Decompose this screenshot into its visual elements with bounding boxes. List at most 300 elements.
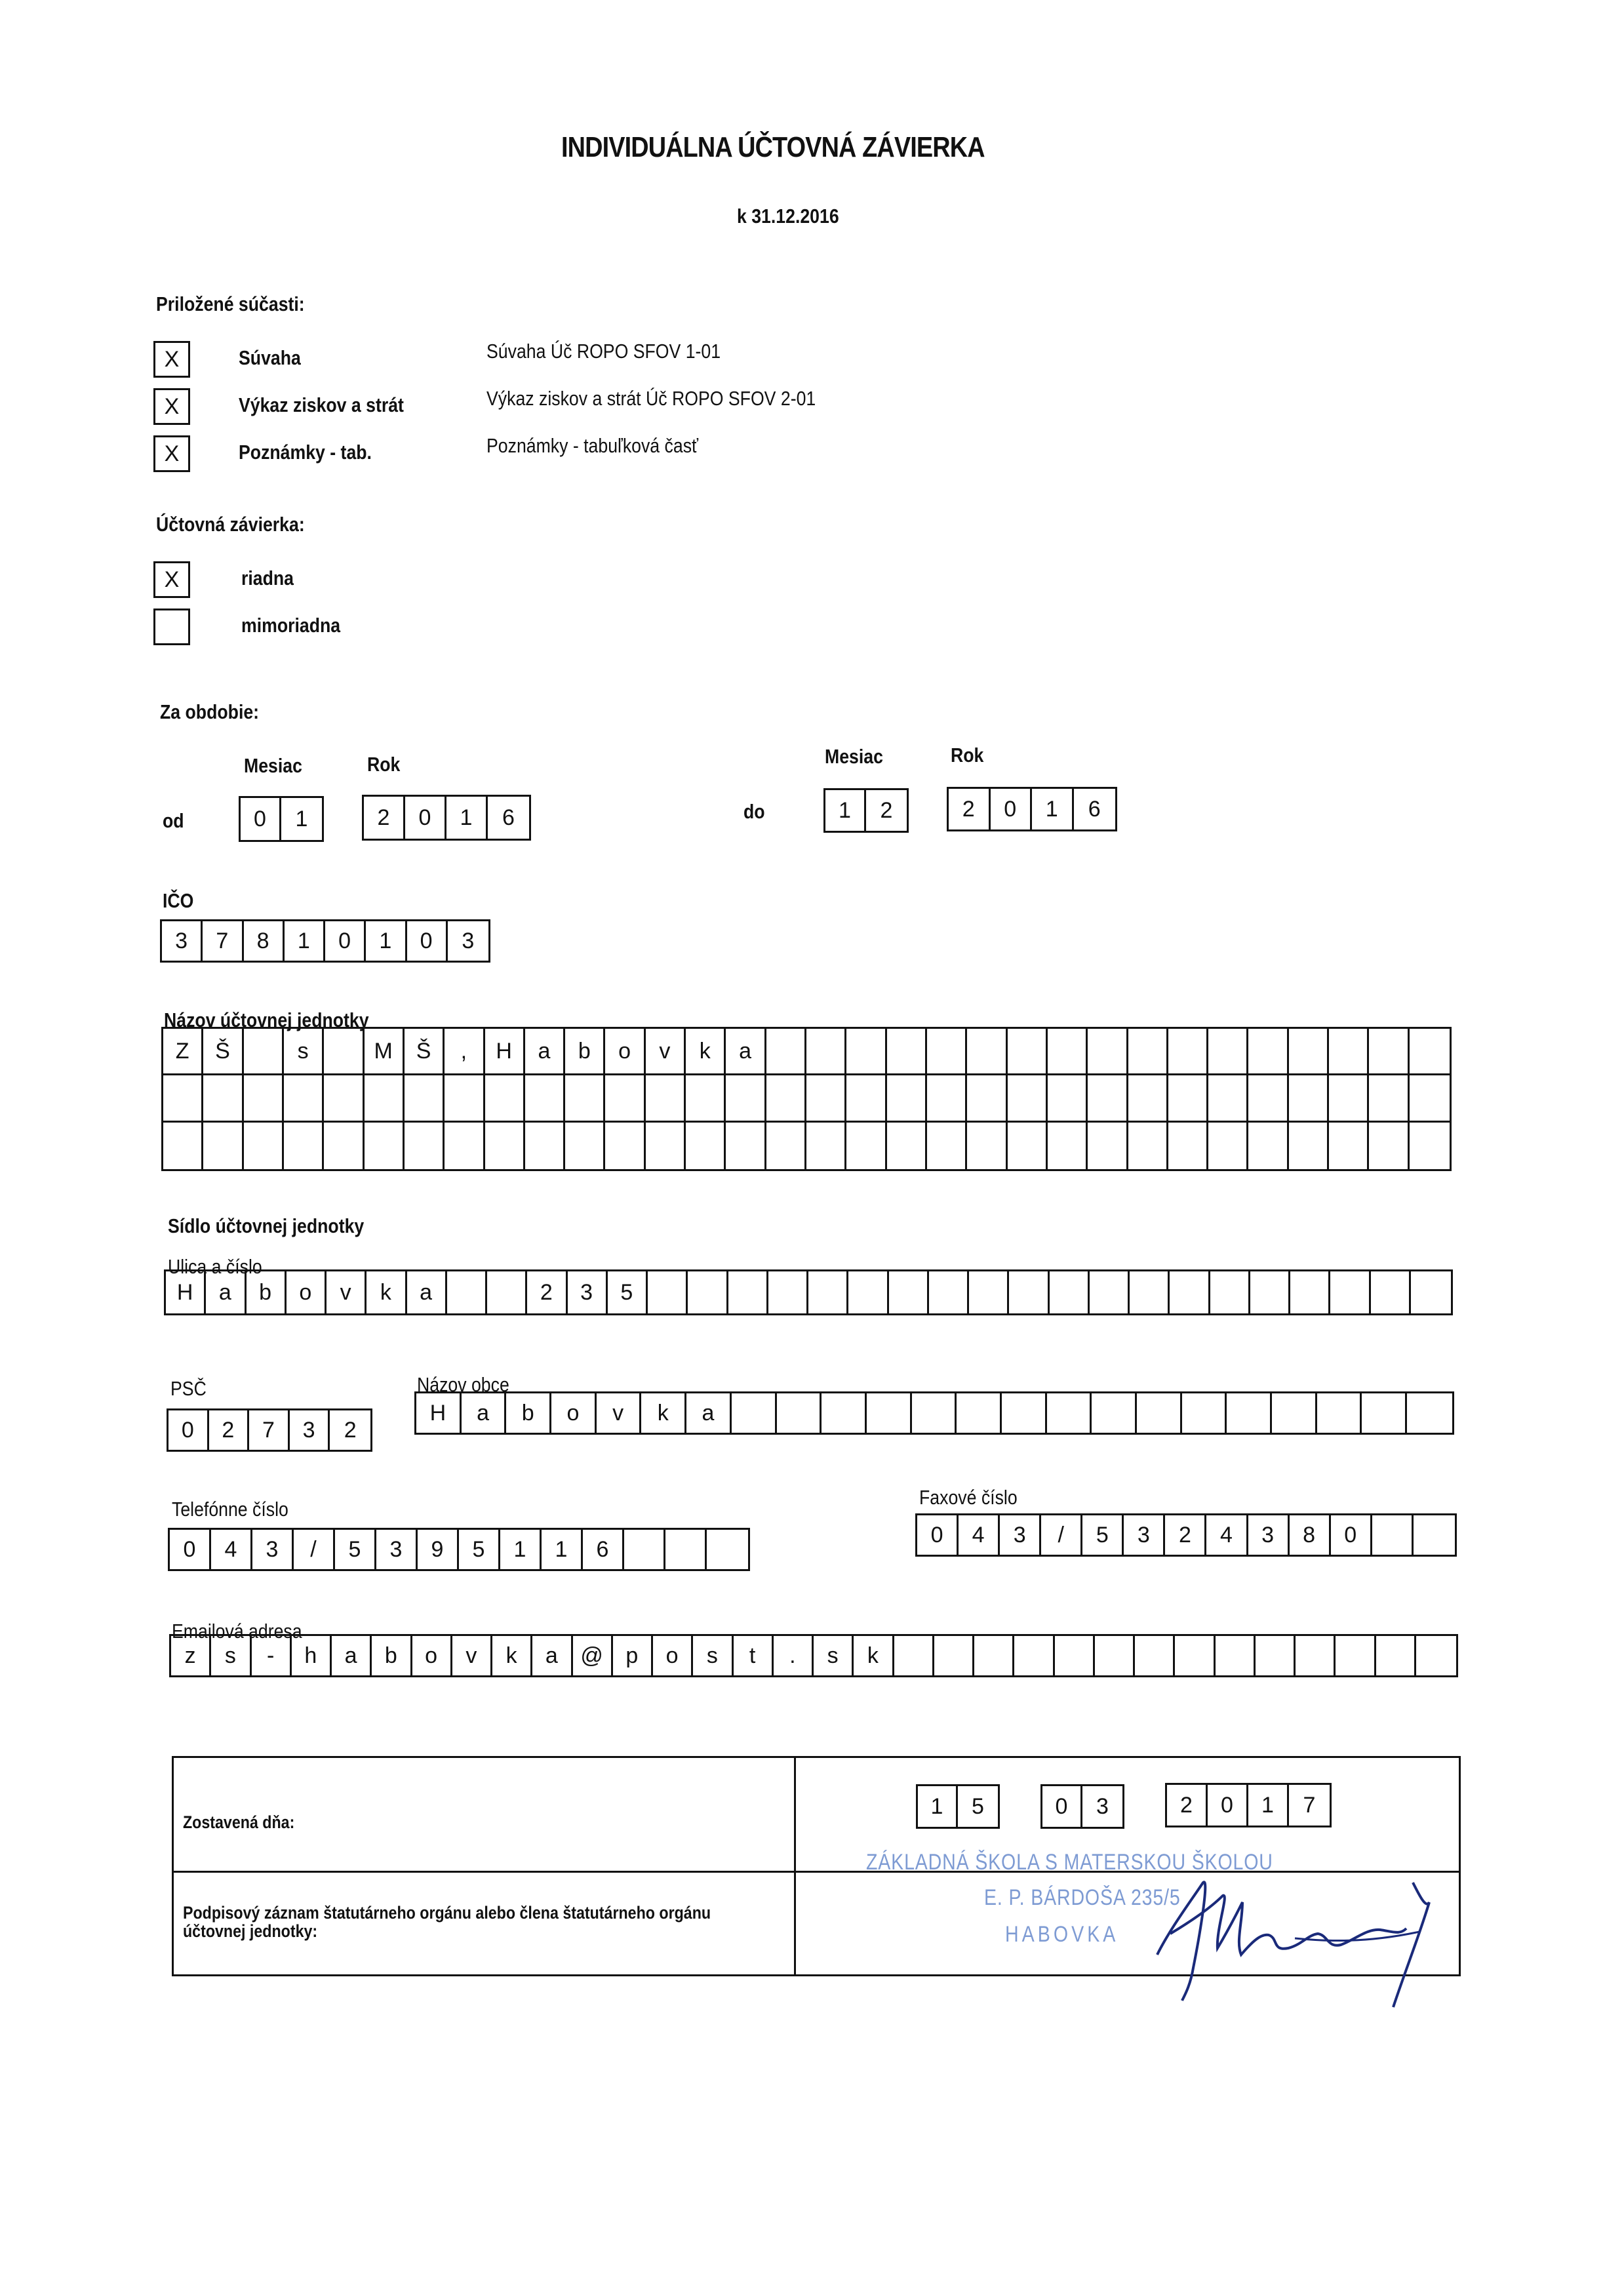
char-box[interactable]: 5 xyxy=(459,1530,500,1569)
digit-box[interactable]: 3 xyxy=(462,928,475,953)
char-box[interactable]: 3 xyxy=(568,1271,608,1313)
char-box[interactable] xyxy=(445,1123,485,1169)
char-box[interactable] xyxy=(1290,1271,1330,1313)
char-box[interactable] xyxy=(887,1075,927,1120)
entity-name-row xyxy=(163,1075,1450,1122)
char-box[interactable]: a xyxy=(407,1271,447,1313)
char-box[interactable] xyxy=(806,1075,846,1120)
component-description: Výkaz ziskov a strát Úč ROPO SFOV 2-01 xyxy=(486,387,816,410)
char-box[interactable] xyxy=(1272,1393,1317,1433)
stamp-line: ZÁKLADNÁ ŠKOLA S MATERSKOU ŠKOLOU xyxy=(866,1850,1273,1875)
char-box[interactable]: 2 xyxy=(527,1271,567,1313)
char-box[interactable]: 0 xyxy=(917,1515,959,1555)
char-box[interactable]: a xyxy=(525,1029,565,1073)
char-box[interactable] xyxy=(284,1075,324,1120)
char-box[interactable]: . xyxy=(774,1636,814,1675)
char-box[interactable] xyxy=(244,1123,284,1169)
compiled-label: Zostavená dňa: xyxy=(183,1812,295,1832)
from-month-boxes[interactable] xyxy=(239,796,324,842)
char-box[interactable] xyxy=(1050,1271,1090,1313)
char-box[interactable]: Š xyxy=(203,1029,243,1073)
char-box[interactable] xyxy=(1289,1123,1329,1169)
char-box[interactable]: 2 xyxy=(209,1410,250,1450)
digit-box[interactable]: 0 xyxy=(1208,1785,1248,1826)
email-boxes[interactable] xyxy=(169,1634,1458,1677)
char-box[interactable] xyxy=(1128,1075,1168,1120)
char-box[interactable] xyxy=(646,1123,686,1169)
char-box[interactable] xyxy=(525,1123,565,1169)
char-box[interactable] xyxy=(889,1271,929,1313)
char-box[interactable] xyxy=(808,1271,848,1313)
table-divider xyxy=(794,1758,796,1974)
char-box[interactable]: Z xyxy=(163,1029,203,1073)
char-box[interactable] xyxy=(887,1123,927,1169)
char-box[interactable] xyxy=(405,1123,445,1169)
digit-box[interactable]: 1 xyxy=(295,806,308,831)
phone-label: Telefónne číslo xyxy=(172,1498,288,1521)
char-box[interactable] xyxy=(1128,1123,1168,1169)
char-box[interactable] xyxy=(1371,1271,1411,1313)
char-box[interactable]: a xyxy=(332,1636,372,1675)
char-box[interactable]: k xyxy=(854,1636,894,1675)
char-box[interactable] xyxy=(324,1029,364,1073)
char-box[interactable] xyxy=(646,1075,686,1120)
char-box[interactable] xyxy=(1135,1636,1175,1675)
char-box[interactable]: s xyxy=(814,1636,854,1675)
char-box[interactable] xyxy=(848,1271,888,1313)
char-box[interactable]: 4 xyxy=(211,1530,252,1569)
char-box[interactable] xyxy=(1250,1271,1290,1313)
from-label: od xyxy=(163,809,184,832)
char-box[interactable]: 1 xyxy=(500,1530,542,1569)
entity-name-row xyxy=(163,1029,1450,1075)
char-box[interactable]: 3 xyxy=(1000,1515,1041,1555)
char-box[interactable]: o xyxy=(412,1636,452,1675)
char-box[interactable] xyxy=(1095,1636,1135,1675)
char-box[interactable]: s xyxy=(693,1636,733,1675)
char-box[interactable]: 6 xyxy=(583,1530,624,1569)
digit-box[interactable]: 2 xyxy=(364,797,405,839)
char-box[interactable]: Š xyxy=(405,1029,445,1073)
char-box[interactable] xyxy=(1336,1636,1376,1675)
char-box[interactable] xyxy=(686,1123,726,1169)
char-box[interactable] xyxy=(967,1123,1007,1169)
char-box[interactable] xyxy=(405,1075,445,1120)
char-box[interactable] xyxy=(1092,1393,1137,1433)
entity-name-grid[interactable] xyxy=(161,1027,1452,1171)
digit-box[interactable]: 6 xyxy=(502,805,515,830)
char-box[interactable]: 0 xyxy=(1331,1515,1372,1555)
period-heading: Za obdobie: xyxy=(160,700,260,723)
char-box[interactable] xyxy=(324,1123,364,1169)
char-box[interactable] xyxy=(1208,1029,1248,1073)
street-label: Ulica a číslo xyxy=(168,1255,262,1278)
digit-box[interactable]: 3 xyxy=(1096,1793,1109,1819)
char-box[interactable]: p xyxy=(613,1636,653,1675)
char-box[interactable] xyxy=(1048,1123,1088,1169)
signature-label: Podpisový záznam štatutárneho orgánu alebo člena štatutárneho orgánu účtovnej jednotky: xyxy=(183,1903,711,1941)
digit-box[interactable]: 1 xyxy=(1032,789,1074,829)
char-box[interactable]: 4 xyxy=(959,1515,1000,1555)
char-box[interactable]: 5 xyxy=(1082,1515,1124,1555)
address-heading: Sídlo účtovnej jednotky xyxy=(168,1214,365,1237)
digit-box[interactable]: 5 xyxy=(972,1793,984,1819)
char-box[interactable]: H xyxy=(416,1393,462,1433)
char-box[interactable] xyxy=(766,1075,806,1120)
char-box[interactable] xyxy=(1227,1393,1272,1433)
psc-label: PSČ xyxy=(170,1377,207,1400)
digit-box[interactable]: 0 xyxy=(1042,1786,1082,1827)
char-box[interactable] xyxy=(1055,1636,1095,1675)
char-box[interactable]: v xyxy=(452,1636,492,1675)
char-box[interactable] xyxy=(565,1123,605,1169)
char-box[interactable] xyxy=(365,1075,405,1120)
psc-boxes[interactable] xyxy=(167,1408,372,1452)
char-box[interactable] xyxy=(1372,1515,1414,1555)
char-box[interactable]: 1 xyxy=(542,1530,583,1569)
char-box[interactable] xyxy=(665,1530,707,1569)
char-box[interactable]: b xyxy=(565,1029,605,1073)
char-box[interactable] xyxy=(1090,1271,1130,1313)
char-box[interactable]: 5 xyxy=(608,1271,648,1313)
digit-box[interactable]: 1 xyxy=(285,921,325,961)
street-boxes[interactable] xyxy=(164,1269,1453,1315)
char-box[interactable] xyxy=(1048,1075,1088,1120)
document-title: INDIVIDUÁLNA ÚČTOVNÁ ZÁVIERKA xyxy=(561,131,985,163)
char-box[interactable]: / xyxy=(1041,1515,1082,1555)
char-box[interactable]: s xyxy=(211,1636,251,1675)
char-box[interactable]: 0 xyxy=(170,1530,211,1569)
char-box[interactable] xyxy=(912,1393,957,1433)
char-box[interactable]: 3 xyxy=(1124,1515,1165,1555)
digit-box[interactable]: 1 xyxy=(1248,1785,1289,1826)
char-box[interactable] xyxy=(846,1075,886,1120)
char-box[interactable]: @ xyxy=(573,1636,613,1675)
char-box[interactable] xyxy=(203,1123,243,1169)
char-box[interactable] xyxy=(777,1393,822,1433)
digit-box[interactable]: 2 xyxy=(949,789,991,829)
char-box[interactable]: H xyxy=(485,1029,525,1073)
char-box[interactable] xyxy=(686,1075,726,1120)
char-box[interactable] xyxy=(445,1075,485,1120)
char-box[interactable] xyxy=(163,1123,203,1169)
char-box[interactable]: 2 xyxy=(1165,1515,1206,1555)
char-box[interactable] xyxy=(806,1123,846,1169)
char-box[interactable]: a xyxy=(532,1636,572,1675)
char-box[interactable]: 3 xyxy=(290,1410,330,1450)
char-box[interactable] xyxy=(447,1271,487,1313)
digit-box[interactable]: 0 xyxy=(325,921,366,961)
char-box[interactable] xyxy=(806,1029,846,1073)
char-box[interactable] xyxy=(1362,1393,1407,1433)
char-box[interactable] xyxy=(485,1123,525,1169)
stamp-line: E. P. BÁRDOŠA 235/5 xyxy=(984,1885,1181,1910)
char-box[interactable] xyxy=(365,1123,405,1169)
char-box[interactable] xyxy=(1168,1075,1208,1120)
char-box[interactable] xyxy=(726,1075,766,1120)
char-box[interactable] xyxy=(1410,1123,1450,1169)
from-year-boxes[interactable] xyxy=(362,795,531,841)
char-box[interactable]: k xyxy=(686,1029,726,1073)
char-box[interactable] xyxy=(1369,1075,1409,1120)
char-box[interactable] xyxy=(726,1123,766,1169)
char-box[interactable] xyxy=(624,1530,665,1569)
char-box[interactable]: a xyxy=(462,1393,507,1433)
to-month-boxes[interactable] xyxy=(823,788,909,833)
char-box[interactable] xyxy=(846,1029,886,1073)
signature-table xyxy=(172,1756,1461,1976)
char-box[interactable] xyxy=(846,1123,886,1169)
char-box[interactable]: 5 xyxy=(335,1530,376,1569)
char-box[interactable] xyxy=(605,1075,645,1120)
city-boxes[interactable] xyxy=(414,1391,1454,1435)
char-box[interactable]: 8 xyxy=(1290,1515,1331,1555)
option-label-riadna: riadna xyxy=(241,567,294,589)
char-box[interactable] xyxy=(1170,1271,1210,1313)
char-box[interactable] xyxy=(707,1530,748,1569)
char-box[interactable]: b xyxy=(247,1271,287,1313)
char-box[interactable] xyxy=(927,1029,967,1073)
char-box[interactable] xyxy=(1014,1636,1054,1675)
char-box[interactable] xyxy=(648,1271,688,1313)
char-box[interactable] xyxy=(1088,1029,1128,1073)
char-box[interactable] xyxy=(1168,1029,1208,1073)
component-label: Výkaz ziskov a strát xyxy=(239,393,404,416)
component-label: Súvaha xyxy=(239,346,301,369)
char-box[interactable]: 3 xyxy=(252,1530,294,1569)
char-box[interactable] xyxy=(1407,1393,1452,1433)
char-box[interactable] xyxy=(163,1075,203,1120)
char-box[interactable]: k xyxy=(641,1393,686,1433)
component-description: Poznámky - tabuľková časť xyxy=(486,434,699,457)
char-box[interactable] xyxy=(565,1075,605,1120)
char-box[interactable] xyxy=(927,1123,967,1169)
char-box[interactable] xyxy=(1008,1075,1048,1120)
char-box[interactable] xyxy=(1168,1123,1208,1169)
char-box[interactable] xyxy=(324,1075,364,1120)
char-box[interactable] xyxy=(487,1271,527,1313)
char-box[interactable] xyxy=(1329,1029,1369,1073)
checkbox-riadna[interactable]: X xyxy=(153,561,190,598)
digit-box[interactable]: 1 xyxy=(918,1786,958,1827)
day-boxes[interactable] xyxy=(916,1784,1000,1829)
char-box[interactable]: a xyxy=(726,1029,766,1073)
fax-boxes[interactable] xyxy=(915,1513,1457,1557)
component-description: Súvaha Úč ROPO SFOV 1-01 xyxy=(486,340,721,363)
digit-box[interactable]: 8 xyxy=(244,921,285,961)
char-box[interactable] xyxy=(1289,1075,1329,1120)
char-box[interactable]: o xyxy=(551,1393,597,1433)
char-box[interactable]: h xyxy=(292,1636,332,1675)
char-box[interactable] xyxy=(244,1029,284,1073)
char-box[interactable]: o xyxy=(287,1271,327,1313)
char-box[interactable]: a xyxy=(686,1393,732,1433)
char-box[interactable] xyxy=(867,1393,912,1433)
to-year-label: Rok xyxy=(951,744,984,767)
char-box[interactable]: 7 xyxy=(249,1410,290,1450)
ico-label: IČO xyxy=(163,889,194,912)
char-box[interactable] xyxy=(957,1393,1002,1433)
char-box[interactable] xyxy=(887,1029,927,1073)
char-box[interactable] xyxy=(1330,1271,1370,1313)
char-box[interactable]: t xyxy=(734,1636,774,1675)
char-box[interactable] xyxy=(1008,1029,1048,1073)
email-label: Emailová adresa xyxy=(172,1620,302,1643)
char-box[interactable] xyxy=(768,1271,808,1313)
digit-box[interactable]: 0 xyxy=(405,797,446,839)
char-box[interactable] xyxy=(1130,1271,1170,1313)
char-box[interactable] xyxy=(1256,1636,1296,1675)
char-box[interactable] xyxy=(894,1636,934,1675)
char-box[interactable] xyxy=(1088,1075,1128,1120)
char-box[interactable] xyxy=(728,1271,768,1313)
char-box[interactable]: a xyxy=(206,1271,246,1313)
char-box[interactable] xyxy=(766,1029,806,1073)
char-box[interactable] xyxy=(934,1636,974,1675)
char-box[interactable]: 0 xyxy=(168,1410,209,1450)
char-box[interactable] xyxy=(525,1075,565,1120)
digit-box[interactable]: 1 xyxy=(825,790,866,831)
char-box[interactable] xyxy=(1369,1123,1409,1169)
checkbox-poznamky[interactable]: X xyxy=(153,435,190,472)
char-box[interactable] xyxy=(1128,1029,1168,1073)
char-box[interactable]: v xyxy=(646,1029,686,1073)
digit-box[interactable]: 2 xyxy=(1167,1785,1208,1826)
ico-boxes[interactable] xyxy=(160,919,490,963)
char-box[interactable]: 9 xyxy=(418,1530,459,1569)
component-label: Poznámky - tab. xyxy=(239,441,372,464)
entity-name-row xyxy=(163,1123,1450,1169)
char-box[interactable] xyxy=(1210,1271,1250,1313)
char-box[interactable] xyxy=(485,1075,525,1120)
phone-boxes[interactable] xyxy=(168,1528,750,1571)
char-box[interactable] xyxy=(1002,1393,1047,1433)
digit-box[interactable]: 3 xyxy=(162,921,203,961)
char-box[interactable] xyxy=(1376,1636,1416,1675)
char-box[interactable] xyxy=(1289,1029,1329,1073)
char-box[interactable]: M xyxy=(365,1029,405,1073)
checkbox-vykaz[interactable]: X xyxy=(153,388,190,425)
char-box[interactable] xyxy=(1329,1075,1369,1120)
stamp-line: HABOVKA xyxy=(1005,1922,1119,1947)
char-box[interactable] xyxy=(1047,1393,1092,1433)
char-box[interactable] xyxy=(1416,1636,1456,1675)
char-box[interactable] xyxy=(688,1271,728,1313)
char-box[interactable]: z xyxy=(171,1636,211,1675)
char-box[interactable] xyxy=(1410,1029,1450,1073)
char-box[interactable] xyxy=(1248,1029,1288,1073)
char-box[interactable]: / xyxy=(294,1530,335,1569)
char-box[interactable] xyxy=(1414,1515,1455,1555)
char-box[interactable] xyxy=(203,1075,243,1120)
char-box[interactable]: o xyxy=(653,1636,693,1675)
char-box[interactable] xyxy=(1296,1636,1336,1675)
char-box[interactable]: - xyxy=(252,1636,292,1675)
month-boxes[interactable] xyxy=(1040,1784,1124,1829)
char-box[interactable]: b xyxy=(372,1636,412,1675)
char-box[interactable] xyxy=(1008,1123,1048,1169)
from-month-label: Mesiac xyxy=(244,754,302,777)
char-box[interactable] xyxy=(605,1123,645,1169)
checkbox-suvaha[interactable]: X xyxy=(153,341,190,378)
to-label: do xyxy=(743,800,765,823)
char-box[interactable] xyxy=(1175,1636,1215,1675)
char-box[interactable] xyxy=(766,1123,806,1169)
char-box[interactable]: , xyxy=(445,1029,485,1073)
checkbox-mimoriadna[interactable] xyxy=(153,609,190,645)
char-box[interactable]: o xyxy=(605,1029,645,1073)
char-box[interactable] xyxy=(822,1393,867,1433)
digit-box[interactable]: 1 xyxy=(366,921,406,961)
digit-box[interactable]: 7 xyxy=(203,921,243,961)
option-label-mimoriadna: mimoriadna xyxy=(241,614,341,637)
char-box[interactable] xyxy=(732,1393,777,1433)
year-boxes[interactable] xyxy=(1165,1783,1332,1827)
char-box[interactable] xyxy=(1048,1029,1088,1073)
char-box[interactable]: 3 xyxy=(376,1530,418,1569)
char-box[interactable]: v xyxy=(597,1393,642,1433)
char-box[interactable] xyxy=(1317,1393,1362,1433)
char-box[interactable] xyxy=(974,1636,1014,1675)
digit-box[interactable]: 6 xyxy=(1088,796,1101,822)
char-box[interactable] xyxy=(929,1271,969,1313)
char-box[interactable]: 4 xyxy=(1206,1515,1248,1555)
components-heading: Priložené súčasti: xyxy=(156,292,305,315)
char-box[interactable] xyxy=(1411,1271,1451,1313)
char-box[interactable] xyxy=(1248,1075,1288,1120)
char-box[interactable] xyxy=(1216,1636,1256,1675)
char-box[interactable]: b xyxy=(506,1393,551,1433)
char-box[interactable] xyxy=(1137,1393,1182,1433)
digit-box[interactable]: 1 xyxy=(446,797,488,839)
from-year-label: Rok xyxy=(367,753,401,776)
char-box[interactable] xyxy=(1410,1075,1450,1120)
digit-box[interactable]: 0 xyxy=(991,789,1033,829)
char-box[interactable] xyxy=(927,1075,967,1120)
char-box[interactable] xyxy=(284,1123,324,1169)
fax-label: Faxové číslo xyxy=(919,1486,1018,1509)
char-box[interactable] xyxy=(969,1271,1009,1313)
digit-box[interactable]: 7 xyxy=(1303,1792,1316,1818)
closing-type-heading: Účtovná závierka: xyxy=(156,513,305,536)
to-year-boxes[interactable] xyxy=(947,787,1117,831)
char-box[interactable]: k xyxy=(366,1271,406,1313)
char-box[interactable] xyxy=(1208,1123,1248,1169)
handwritten-signature xyxy=(1131,1856,1459,2014)
to-month-label: Mesiac xyxy=(825,745,883,768)
char-box[interactable] xyxy=(1208,1075,1248,1120)
char-box[interactable] xyxy=(1369,1029,1409,1073)
char-box[interactable]: v xyxy=(327,1271,366,1313)
document-date: k 31.12.2016 xyxy=(737,205,839,228)
char-box[interactable] xyxy=(1009,1271,1049,1313)
char-box[interactable] xyxy=(244,1075,284,1120)
char-box[interactable] xyxy=(1088,1123,1128,1169)
digit-box[interactable]: 0 xyxy=(241,798,281,840)
char-box[interactable]: k xyxy=(492,1636,532,1675)
char-box[interactable]: H xyxy=(166,1271,206,1313)
char-box[interactable]: 2 xyxy=(344,1417,357,1443)
char-box[interactable]: 3 xyxy=(1248,1515,1290,1555)
digit-box[interactable]: 0 xyxy=(407,921,448,961)
char-box[interactable] xyxy=(1182,1393,1227,1433)
char-box[interactable] xyxy=(967,1029,1007,1073)
char-box[interactable] xyxy=(1248,1123,1288,1169)
char-box[interactable] xyxy=(1329,1123,1369,1169)
char-box[interactable]: s xyxy=(284,1029,324,1073)
char-box[interactable] xyxy=(967,1075,1007,1120)
digit-box[interactable]: 2 xyxy=(880,797,893,823)
